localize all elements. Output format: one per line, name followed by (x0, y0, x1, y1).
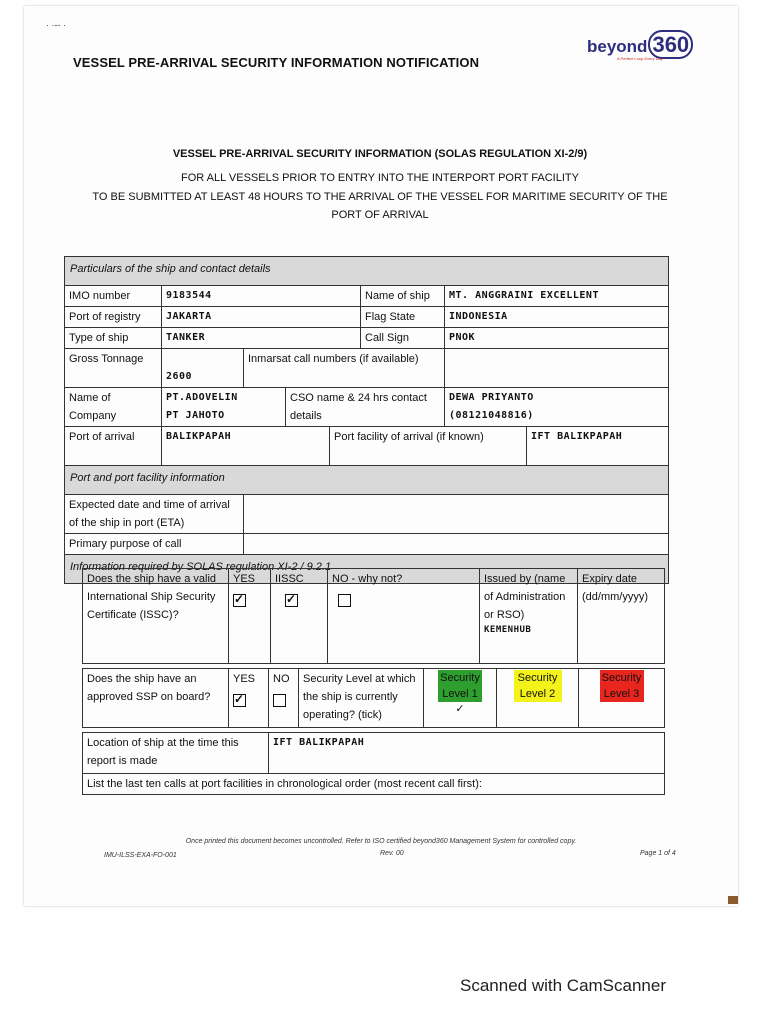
ssp-question: Does the ship have an approved SSP on board? (83, 669, 229, 728)
facility-value: IFT BALIKPAPAH (527, 427, 669, 466)
tonnage-label: Gross Tonnage (65, 349, 162, 388)
arrival-value: BALIKPAPAH (162, 427, 330, 466)
footer-rev: Rev. 00 (380, 850, 404, 857)
cso-value-1: DEWA PRIYANTO (449, 392, 534, 403)
flag-label: Flag State (361, 307, 445, 328)
ship-name-value: MT. ANGGRAINI EXCELLENT (445, 286, 669, 307)
imo-value: 9183544 (162, 286, 361, 307)
ssp-no-cell (269, 669, 299, 728)
callsign-label: Call Sign (361, 328, 445, 349)
cso-value (445, 388, 669, 427)
section-solas: Information required by SOLAS regulation XI-2 / 9.2.1 (65, 555, 669, 584)
corner-mark: · ·-- · (46, 20, 66, 30)
logo-word: beyond (587, 37, 648, 56)
footer-code: IMU-ILSS-EXA-FO-001 (104, 852, 177, 859)
level3-highlight: Security Level 3 (600, 670, 644, 702)
issc-no-label: NO - why not? (332, 573, 403, 585)
level3-cell[interactable] (579, 669, 665, 728)
registry-value: JAKARTA (162, 307, 361, 328)
ssp-table (82, 668, 665, 728)
level2-highlight: Security Level 2 (514, 670, 562, 702)
inmarsat-label: Inmarsat call numbers (if available) (244, 349, 445, 388)
callsign-value: PNOK (445, 328, 669, 349)
eta-label: Expected date and time of arrival of the ship in port (ETA) (65, 495, 244, 534)
arrival-label: Port of arrival (65, 427, 162, 466)
cso-label: CSO name & 24 hrs contact details (286, 388, 445, 427)
level1-tick: ✓ (455, 703, 465, 715)
level1-cell[interactable] (424, 669, 497, 728)
scan-edge-mark (728, 896, 738, 904)
intro-line-3: PORT OF ARRIVAL (331, 209, 429, 221)
intro-line-1: FOR ALL VESSELS PRIOR TO ENTRY INTO THE INTERPORT PORT FACILITY (181, 172, 579, 184)
level-question: Security Level at which the ship is currently operating? (tick) (299, 669, 424, 728)
issc-no-cell (328, 569, 480, 664)
solas-table (82, 568, 665, 664)
last-calls-label: List the last ten calls at port facilities in chronological order (most recent call first): (83, 774, 665, 795)
issc-yes-label: YES (233, 573, 256, 585)
tonnage-value: 2600 (162, 349, 244, 388)
issc-no-checkbox[interactable] (338, 594, 351, 607)
ssp-yes-cell (229, 669, 269, 728)
ship-name-label: Name of ship (361, 286, 445, 307)
issued-label: Issued by (name of Administration or RSO) (484, 573, 566, 621)
footer-page: Page 1 of 4 (640, 850, 676, 857)
logo-tagline: A Perfect Loop Every Day (617, 56, 663, 61)
issued-cell (480, 569, 578, 664)
company-value-2: PT JAHOTO (166, 410, 225, 421)
company-value (162, 388, 286, 427)
inmarsat-value (445, 349, 669, 388)
location-value: IFT BALIKPAPAH (269, 733, 665, 774)
purpose-value (244, 534, 669, 555)
facility-label: Port facility of arrival (if known) (330, 427, 527, 466)
section-port-info: Port and port facility information (65, 466, 669, 495)
issc-iissc-cell (271, 569, 328, 664)
ssp-yes-checkbox[interactable] (233, 694, 246, 707)
company-value-1: PT.ADOVELIN (166, 392, 238, 403)
logo-number: 360 (648, 30, 693, 59)
intro-line-2: TO BE SUBMITTED AT LEAST 48 HOURS TO THE ARRIVAL OF THE VESSEL FOR MARITIME SECURITY OF THE (92, 191, 668, 203)
issued-value: KEMENHUB (484, 625, 532, 635)
camscanner-watermark: Scanned with CamScanner (460, 976, 667, 995)
intro-heading: VESSEL PRE-ARRIVAL SECURITY INFORMATION (SOLAS REGULATION XI-2/9) (172, 148, 588, 160)
issc-yes-checkbox[interactable] (233, 594, 246, 607)
eta-value (244, 495, 669, 534)
document-title: VESSEL PRE-ARRIVAL SECURITY INFORMATION NOTIFICATION (73, 55, 480, 70)
beyond360-logo (587, 32, 693, 61)
footer-note: Once printed this document becomes uncontrolled. Refer to ISO certified beyond360 Management System for controlled copy. (185, 838, 577, 845)
purpose-label: Primary purpose of call (65, 534, 244, 555)
type-value: TANKER (162, 328, 361, 349)
expiry-label: Expiry date (dd/mm/yyyy) (582, 573, 648, 603)
issc-iissc-checkbox[interactable] (285, 594, 298, 607)
location-label: Location of ship at the time this report is made (83, 733, 269, 774)
ssp-no-checkbox[interactable] (273, 694, 286, 707)
particulars-table (64, 256, 669, 584)
location-table (82, 732, 665, 795)
level2-cell[interactable] (497, 669, 579, 728)
level1-highlight: Security Level 1 (438, 670, 482, 702)
flag-value: INDONESIA (445, 307, 669, 328)
issc-yes-cell (229, 569, 271, 664)
imo-label: IMO number (65, 286, 162, 307)
registry-label: Port of registry (65, 307, 162, 328)
expiry-cell (578, 569, 665, 664)
issc-iissc-label: IISSC (275, 573, 304, 585)
ssp-no-label: NO (273, 673, 290, 685)
issc-question: Does the ship have a valid International Ship Security Certificate (ISSC)? (83, 569, 229, 664)
company-label: Name of Company (65, 388, 162, 427)
section-particulars: Particulars of the ship and contact details (65, 257, 669, 286)
type-label: Type of ship (65, 328, 162, 349)
cso-value-2: (08121048816) (449, 410, 534, 421)
ssp-yes-label: YES (233, 673, 256, 685)
